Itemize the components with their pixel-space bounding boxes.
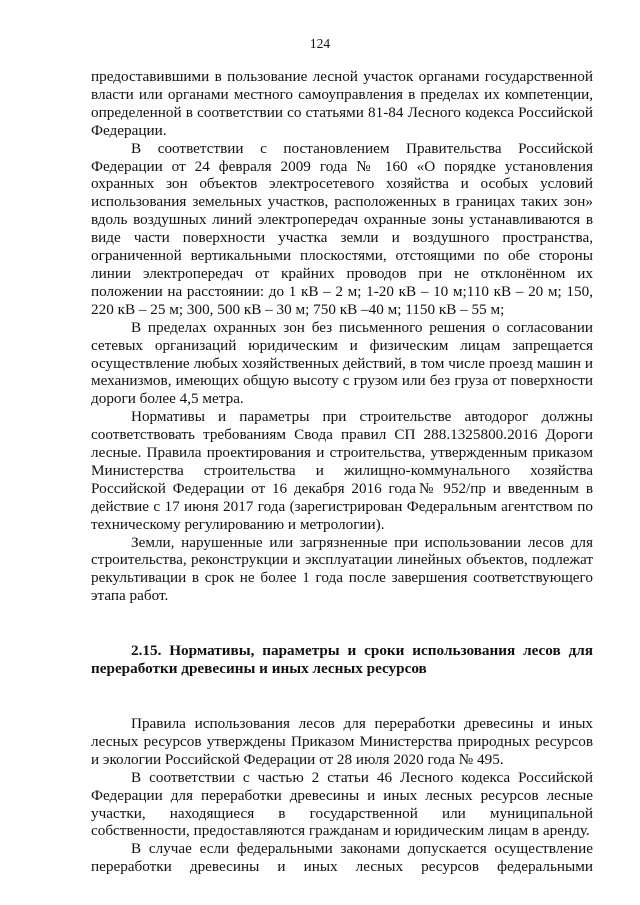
paragraph-lease: В соответствии с частью 2 статьи 46 Лесного кодекса Российской Федерации для переработки древесины и иных лесных ресурсов лесные участки, находящиеся в государственной или муниципальной собственности, предоставляются гражданам и юридическим лицам в аренду. — [91, 768, 593, 840]
page-body — [91, 68, 593, 876]
paragraph-recultivation: Земли, нарушенные или загрязненные при использовании лесов для строительства, реконструкции и эксплуатации линейных объектов, подлежат рекультивации в срок не более 1 года после завершения соответствующего этапа работ. — [91, 533, 593, 605]
paragraph-road-norms: Нормативы и параметры при строительстве автодорог должны соответствовать требованиям Свода правил СП 288.1325800.2016 Дороги лесные. Правила проектирования и строительства, утвержденным приказом Министерства строительства и жилищно-коммунального хозяйства Российской Федерации от 16 декабря 2016 года№ 952/пр и введенным в действие с 17 июня 2017 года (зарегистрирован Федеральным агентством по техническому регулированию и метрологии). — [91, 408, 593, 533]
page-number: 124 — [309, 36, 331, 51]
paragraph-continuation: предоставившими в пользование лесной участок органами государственной власти или органами местного самоуправления в пределах их компетенции, определенной в соответствии со статьями 81-84 Лесного кодекса Российской Федерации. — [91, 68, 593, 139]
paragraph-protection-zones: В соответствии с постановлением Правительства Российской Федерации от 24 февраля 2009 года № 160 «О порядке установления охранных зон объектов электросетевого хозяйства и особых условий использования земельных участков, расположенных в границах таких зон» вдоль воздушных линий электропередач охранные зоны устанавливаются в виде части поверхности участка земли и воздушного пространства, ограниченной вертикальными плоскостями, отстоящими по обе стороны линии электропередач от крайних проводов при не отклонённом их положении на расстоянии: до 1 кВ – 2 м; 1-20 кВ – 10 м;110 кВ – 20 м; 150, 220 кВ – 25 м; 300, 500 кВ – 30 м; 750 кВ –40 м; 1150 кВ – 55 м; — [91, 139, 593, 318]
section-heading: 2.15. Нормативы, параметры и сроки использования лесов для переработки древесины и иных лесных ресурсов — [91, 642, 593, 678]
paragraph-federal-laws: В случае если федеральными законами допускается осуществление переработки древесины и иных лесных ресурсов федеральными — [91, 840, 593, 876]
paragraph-zone-restrictions: В пределах охранных зон без письменного решения о согласовании сетевых организаций юридическим и физическим лицам запрещается осуществление любых хозяйственных действий, в том числе проезд машин и механизмов, имеющих общую высоту с грузом или без груза от поверхности дороги более 4,5 метра. — [91, 318, 593, 408]
paragraph-usage-rules: Правила использования лесов для переработки древесины и иных лесных ресурсов утверждены Приказом Министерства природных ресурсов и экологии Российской Федерации от 28 июля 2020 года № 495. — [91, 715, 593, 768]
